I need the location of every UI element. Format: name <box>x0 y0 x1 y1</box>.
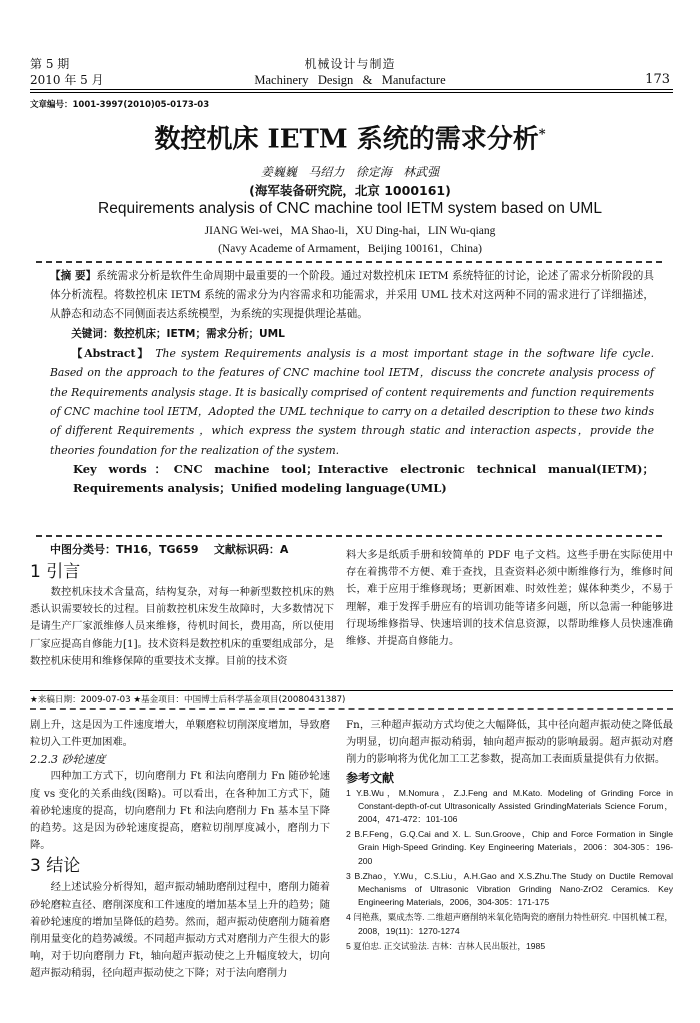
section-1-heading: 1 引言 <box>30 562 81 582</box>
paper-title-en: Requirements analysis of CNC machine tool IETM system based on UML <box>98 200 602 217</box>
classification-line: 中图分类号：TH16，TG659 文献标识码：A <box>50 543 289 556</box>
lower-left-p3: 经上述试验分析得知，超声振动辅助磨削过程中，磨削力随着砂轮磨粒直径、磨削深度和工件速度的增加基本呈上升的趋势；随着砂轮速度的增加呈降低的趋势。然而，超声振动使磨削力随着磨削用量变化的趋势减缓。不同超声振动方式对磨削力产生很大的影响，对于切向磨削力 Ft，轴向超声振动使之上升幅度较大，切向超声振动稍弱，径向超声振动使之下降；对于法向磨削力 <box>30 881 330 980</box>
paper-title-cn <box>0 118 700 157</box>
subsection-2-2-3: 2.2.3 砂轮速度 <box>30 753 106 767</box>
abstract-label-en: 【Abstract】 <box>71 346 151 360</box>
lower-left-column <box>30 717 330 983</box>
abstract-box <box>36 261 662 537</box>
footnote-rule <box>30 690 673 691</box>
lower-left-p2: 四种加工方式下，切向磨削力 Ft 和法向磨削力 Fn 随砂轮速度 vs 变化的关系曲线(图略)。可以看出，在各种加工方式下，随着砂轮速度的提高，切向磨削力 Ft 和法向磨削力 Fn 基本呈下降的趋势。这是因为砂轮速度提高，磨粒切削厚度减小，磨削力下降。 <box>30 770 330 852</box>
abstract-text-en: The system Requirements analysis is a most important stage in the software life cycle. Based on the approach to the features of CNC machine tool IETM，discuss the concrete analysis process of the Requirements analysis stage. It is basically comprised of content requirements and function requirements of CNC machine tool IETM，Adopted the UML technique to carry on a detailed description to these two kinds of different Requirements ，which express the system through static and interaction aspects，provide the theories foundation for the realization of the system. <box>50 346 654 457</box>
keywords-label-en: Key words： <box>73 462 174 477</box>
header-rule-2 <box>30 92 673 93</box>
keywords-cn <box>50 325 654 344</box>
issue-label: 第 5 期 <box>30 57 70 71</box>
abstract-text-cn: 系统需求分析是软件生命周期中最重要的一个阶段。通过对数控机床 IETM 系统特征的讨论，论述了需求分析阶段的具体分析流程。将数控机床 IETM 系统的需求分为内容需求和功能需求，并采用 UML 技术对这两种不同的需求进行了详细描述，从静态和动态不同侧面表达系统模型，为系统的实现提供理论基础。 <box>50 270 654 321</box>
intro-left-column <box>30 584 334 670</box>
page-break-divider <box>30 708 673 715</box>
affiliation-cn: (海军装备研究院，北京 1000161) <box>249 183 451 198</box>
abstract-content <box>50 267 654 498</box>
references-list <box>346 787 673 953</box>
intro-right-column <box>346 547 673 650</box>
keywords-en <box>50 460 654 498</box>
journal-name-en: Machinery Design & Manufacture <box>254 73 446 87</box>
journal-name-cn: 机械设计与制造 <box>304 57 396 71</box>
lower-left-p1: 剧上升，这是因为工件速度增大，单颗磨粒切削深度增加，导致磨粒切入工件更加困难。 <box>30 719 330 749</box>
page-number: 173 <box>645 72 670 87</box>
intro-right-text: 料大多是纸质手册和较简单的 PDF 电子文档。这些手册在实际使用中存在着携带不方便、难于查找，且查资料必须中断维修行为，维修时间长，难于应用于维修现场；更新困难、时效性差；媒体种类少，不易于理解，难于发挥手册应有的培训功能等诸多问题，所以急需一种能够进行现场维修指导、快速培训的技术信息资源，以帮助维修人员快速准确维修、并提高自修能力。 <box>346 549 673 648</box>
article-number: 文章编号：1001-3997(2010)05-0173-03 <box>30 100 210 110</box>
reference-item: 1 Y.B.Wu，M.Nomura，Z.J.Feng and M.Kato. Modeling of Grinding Force in Constant-depth-of-cut Ultrasonically Assisted GrindingMaterials Science Forum，2004，471-472：101-106 <box>346 787 673 825</box>
date-label: 2010 年 5 月 <box>30 73 104 87</box>
references-heading: 参考文献 <box>346 770 395 785</box>
abstract-en <box>50 344 654 460</box>
footnote: ★来稿日期：2009-07-03 ★基金项目：中国博士后科学基金项目(20080431387) <box>30 695 346 705</box>
reference-item: 3 B.Zhao，Y.Wu，C.S.Liu，A.H.Gao and X.S.Zhu.The Study on Ductile Removal Mechanisms of Ultrasonic Vibration Grinding Nano-ZrO2 Ceramics. Key Engineering Materials，2006，304-305：171-175 <box>346 870 673 908</box>
affiliation-en: (Navy Academe of Armament，Beijing 100161，China) <box>218 243 482 255</box>
keywords-label-cn: 关键词： <box>71 327 114 340</box>
reference-item: 4 闫艳燕，粟成杰等. 二维超声磨削纳米氧化锆陶瓷的磨削力特性研究. 中国机械工程，2008，19(11)：1270-1274 <box>346 912 673 936</box>
keywords-text-cn: 数控机床；IETM；需求分析；UML <box>113 327 285 340</box>
paper-title-text: 数控机床 IETM 系统的需求分析 <box>154 124 539 155</box>
intro-left-text: 数控机床技术含量高，结构复杂，对每一种新型数控机床的熟悉认识需要较长的过程。目前数控机床发生故障时，大多数情况下是请生产厂家派维修人员来维修，待机时间长，费用高，所以使用厂家应提高自修能力[1]。技术资料是数控机床的重要组成部分，是数控机床使用和维修保障的重要技术支撑。目前的技术资 <box>30 586 334 667</box>
reference-item: 2 B.F.Feng，G.Q.Cai and X. L. Sun.Groove，Chip and Force Formation in Single Grain High-Speed Grinding. Key Engineering Materials，2006：304-305：196-200 <box>346 829 673 866</box>
authors-en: JIANG Wei-wei，MA Shao-li，XU Ding-hai，LIN Wu-qiang <box>204 225 496 237</box>
keywords-text-en: CNC machine tool；Interactive electronic technical manual(IETM)；Requirements analysis；Unified modeling language(UML) <box>73 462 655 496</box>
authors-cn: 姜巍巍 马绍力 徐定海 林武强 <box>260 165 440 179</box>
abstract-cn <box>50 267 654 325</box>
lower-right-column <box>346 717 673 955</box>
abstract-label-cn: 【摘 要】 <box>50 270 97 282</box>
reference-item: 5 夏伯忠. 正交试验法. 吉林：吉林人民出版社，1985 <box>346 940 546 951</box>
title-footnote-mark: * <box>538 127 546 142</box>
header-rule <box>30 89 673 90</box>
section-3-heading: 3 结论 <box>30 856 81 877</box>
lower-right-p1: Fn，三种超声振动方式均使之大幅降低，其中径向超声振动使之降低最为明显，切向超声振动稍弱，轴向超声振动的影响最弱。超声振动对磨削力的影响将为优化加工工艺参数，提高加工表面质量提供有力依据。 <box>346 719 673 766</box>
